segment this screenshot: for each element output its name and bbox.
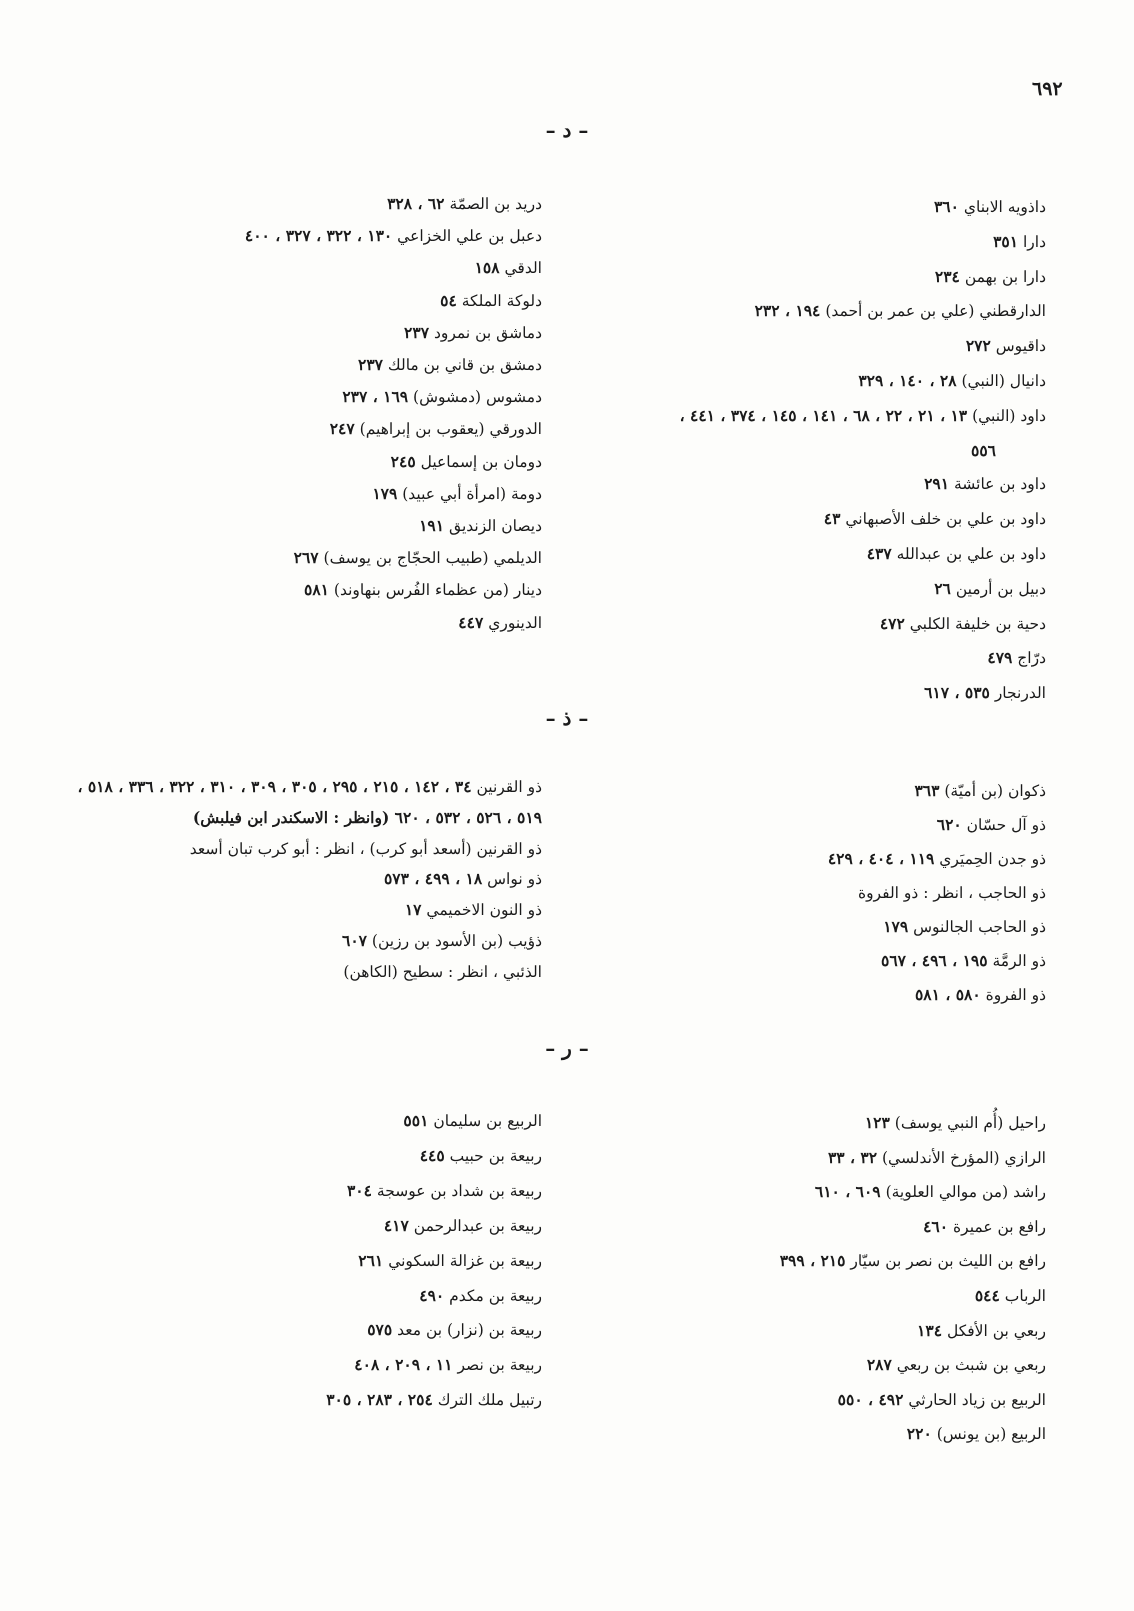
entry-name: درّاج — [1017, 649, 1046, 668]
entry-page-refs: ٢٣٤ — [934, 266, 960, 286]
entry-name: الدرنجار — [994, 684, 1046, 703]
entry-name: راحيل (أُم النبي يوسف) — [894, 1114, 1046, 1132]
entry-name: داود بن علي بن عبدالله — [896, 544, 1046, 563]
index-entry — [606, 1279, 1046, 1314]
entry-name: دعبل بن علي الخزاعي — [397, 227, 542, 246]
entry-page-refs: ٤٩٢ ، ٥٥٠ — [837, 1389, 904, 1409]
index-entry — [606, 1417, 1046, 1452]
entry-name: ذو الفروة — [985, 986, 1046, 1004]
entry-page-refs: ٤٩٠ — [419, 1285, 445, 1305]
entry-name: الرباب — [1004, 1286, 1046, 1305]
index-entry — [606, 329, 1046, 364]
index-column-right — [606, 190, 1046, 711]
entry-page-refs: ١٣٤ — [917, 1320, 943, 1340]
index-entry — [72, 864, 542, 895]
entry-name: الدينوري — [488, 613, 542, 632]
index-entry — [72, 772, 542, 834]
entry-page-refs: ١١ ، ٢٠٩ ، ٤٠٨ — [354, 1355, 453, 1375]
entry-name: ربيعة بن عبدالرحمن — [413, 1216, 542, 1235]
entry-name: ذو الحاجب ، انظر : ذو الفروة — [857, 884, 1046, 902]
entry-page-refs: ٢٦ — [934, 578, 951, 598]
entry-name: دارا بن بهمن — [964, 267, 1046, 286]
entry-name: ربعي بن الأفكل — [946, 1321, 1046, 1340]
entry-name: ذو القرنين (أسعد أبو كرب) ، انظر : أبو كرب تبان أسعد — [189, 839, 542, 858]
entry-page-refs: ٣٢ ، ٣٣ — [827, 1147, 878, 1167]
index-entry — [606, 978, 1046, 1012]
entry-page-refs: ٢٨ ، ١٤٠ ، ٣٢٩ — [858, 370, 957, 390]
index-entry — [72, 478, 542, 510]
entry-page-refs: ٣٠٤ — [346, 1180, 372, 1200]
entry-name: ذو جدن الحِميَري — [939, 850, 1046, 868]
index-entry — [72, 510, 542, 542]
index-entry — [72, 220, 542, 252]
index-entry — [606, 190, 1046, 225]
entry-name: ذو نواس — [487, 870, 542, 889]
entry-page-refs: ٤٦٠ — [923, 1216, 949, 1236]
entry-name: دماشق بن نمرود — [433, 323, 542, 342]
index-entry — [606, 537, 1046, 572]
entry-page-refs: ٢١٥ ، ٣٩٩ — [779, 1251, 846, 1271]
index-column-right — [606, 1106, 1046, 1452]
index-entry — [72, 1139, 542, 1174]
index-entry — [72, 895, 542, 926]
entry-name: ربيعة بن (نزار) بن معد — [397, 1321, 542, 1340]
index-column-right — [606, 774, 1046, 1012]
index-entry — [72, 1209, 542, 1244]
index-entry — [606, 260, 1046, 295]
entry-name: الديلمي (طبيب الحجّاج بن يوسف) — [323, 549, 542, 568]
entry-name: ربعي بن شبث بن ربعي — [896, 1356, 1046, 1375]
entry-page-refs: ١٥٨ — [474, 258, 500, 278]
entry-name: ديصان الزنديق — [449, 517, 542, 536]
entry-page-refs: ٤١٧ — [383, 1215, 409, 1235]
index-entry — [606, 910, 1046, 944]
entry-name: رافع بن الليث بن نصر بن سيّار — [850, 1252, 1046, 1271]
entry-page-refs: ٣٦٣ — [914, 781, 940, 800]
index-entry — [72, 574, 542, 606]
index-entry — [606, 1106, 1046, 1141]
entry-name: داود (النبي) — [972, 406, 1046, 425]
entry-page-refs: ٣٦٠ — [933, 197, 959, 216]
index-entry — [72, 1174, 542, 1209]
index-entry — [72, 188, 542, 220]
index-entry — [72, 381, 542, 413]
page-number: ٦٩٢ — [1032, 78, 1063, 100]
entry-name: دومة (امرأة أبي عبيد) — [402, 484, 542, 503]
entry-name: الذئبي ، انظر : سطيح (الكاهن) — [343, 962, 542, 981]
index-entry — [72, 285, 542, 317]
entry-page-refs: ٢٦٧ — [293, 548, 319, 568]
entry-page-refs: ٤٣ — [823, 509, 841, 529]
entry-page-refs: ٤٧٩ — [987, 648, 1013, 668]
entry-name: ذو الرمَّة — [992, 952, 1046, 970]
index-entry — [72, 834, 542, 865]
index-entry — [72, 542, 542, 574]
index-entry — [606, 1244, 1046, 1279]
entry-name: دومان بن إسماعيل — [420, 452, 542, 471]
index-entry — [606, 502, 1046, 537]
entry-name: الرازي (المؤرخ الأندلسي) — [881, 1148, 1046, 1167]
index-entry — [606, 225, 1046, 260]
index-entry — [606, 876, 1046, 910]
entry-page-refs: ٦٠٧ — [342, 930, 367, 950]
entry-page-refs: ١٢٣ — [864, 1113, 890, 1132]
entry-name: ذكوان (بن أميّة) — [944, 782, 1046, 800]
entry-page-refs: ٢٥٤ ، ٢٨٣ ، ٣٠٥ — [326, 1390, 433, 1410]
index-entry — [72, 1244, 542, 1279]
entry-page-refs: ١٣٠ ، ٣٢٢ ، ٣٢٧ ، ٤٠٠ — [244, 226, 393, 246]
index-entry — [606, 774, 1046, 808]
entry-page-refs: ١٧ — [404, 900, 422, 920]
entry-page-refs: ١٩٥ ، ٤٩٦ ، ٥٦٧ — [881, 951, 988, 970]
entry-page-refs: ٤٤٧ — [458, 612, 484, 632]
index-column-left — [72, 188, 542, 639]
entry-name: دمشق بن قاني بن مالك — [387, 356, 542, 375]
index-entry — [606, 1175, 1046, 1210]
entry-page-refs: ١٧٩ — [883, 917, 909, 936]
entry-page-refs: ٢٦١ — [358, 1250, 384, 1270]
index-entry — [606, 399, 1046, 434]
index-entry — [72, 413, 542, 445]
entry-name: ذو الحاجب الجالنوس — [913, 918, 1046, 936]
index-entry — [72, 1279, 542, 1314]
entry-name: ربيعة بن حبيب — [449, 1146, 542, 1165]
entry-page-refs: ١٣ ، ٢١ ، ٢٢ ، ٦٨ ، ١٤١ ، ١٤٥ ، ٣٧٤ ، ٤٤١ ، — [679, 405, 968, 425]
entry-name: داود بن عائشة — [954, 475, 1046, 494]
entry-name: الدورقي (يعقوب بن إبراهيم) — [359, 420, 542, 439]
entry-name: دمشوس (دمشوش) — [413, 388, 542, 407]
index-entry — [72, 1348, 542, 1383]
index-entry — [606, 364, 1046, 399]
index-column-left — [72, 772, 542, 988]
index-entry — [72, 926, 542, 957]
index-entry — [72, 1104, 542, 1139]
index-entry — [72, 607, 542, 639]
entry-name: ذؤيب (بن الأسود بن رزين) — [371, 931, 542, 950]
entry-page-refs: ٤٧٢ — [879, 613, 905, 633]
entry-name: الدارقطني (علي بن عمر بن أحمد) — [825, 302, 1046, 321]
index-entry — [606, 1210, 1046, 1245]
index-entry — [72, 349, 542, 381]
entry-name: ربيعة بن نصر — [457, 1356, 542, 1375]
entry-name: ربيعة بن مكدم — [449, 1286, 542, 1305]
entry-name: رافع بن عميرة — [953, 1217, 1046, 1236]
section-heading-dal: – د – — [545, 118, 589, 142]
index-entry — [606, 572, 1046, 607]
entry-page-refs: ٢٤٥ — [390, 451, 416, 471]
section-heading-ra: – ر – — [545, 1036, 589, 1060]
entry-name: دلوكة الملكة — [461, 291, 542, 310]
entry-page-refs: ٣٥١ — [993, 231, 1019, 251]
entry-name: الربيع (بن يونس) — [936, 1425, 1046, 1444]
index-entry — [606, 1383, 1046, 1418]
entry-page-refs: ١٩١ — [419, 516, 445, 536]
entry-page-refs: ٦٠٩ ، ٦١٠ — [814, 1182, 881, 1202]
entry-page-refs: ٦٢ ، ٣٢٨ — [387, 194, 445, 213]
entry-name: دينار (من عظماء الفُرس بنهاوند) — [333, 581, 542, 600]
index-column-left — [72, 1104, 542, 1418]
entry-page-refs: ٦٢٠ — [936, 815, 962, 834]
index-entry — [72, 957, 542, 988]
entry-page-refs: ٥٧٥ — [367, 1320, 393, 1340]
index-entry — [606, 944, 1046, 978]
entry-page-refs: ٥٨١ — [304, 580, 329, 600]
index-entry — [72, 446, 542, 478]
entry-name: ذو آل حسّان — [966, 816, 1046, 834]
entry-name: داذويه الابناي — [963, 198, 1046, 216]
index-entry — [72, 317, 542, 349]
index-entry — [72, 1313, 542, 1348]
entry-page-refs: ٣٤ ، ١٤٢ ، ٢١٥ ، ٢٩٥ ، ٣٠٥ ، ٣٠٩ ، ٣١٠ ، ٣٢٢ ، ٣٣٦ ، ٥١٨ ، ٥١٩ ، ٥٢٦ ، ٥٣٢ ، ٦٢٠ (وانظر : الاسكندر ابن فيلبش) — [77, 777, 542, 827]
entry-name: داقيوس — [995, 337, 1046, 356]
entry-name: الربيع بن زياد الحارثي — [908, 1390, 1046, 1409]
entry-name: دانيال (النبي) — [961, 371, 1046, 390]
entry-page-refs: ٥٣٥ ، ٦١٧ — [924, 683, 990, 703]
entry-name: رتبيل ملك الترك — [437, 1391, 542, 1410]
entry-name: ربيعة بن غزالة السكوني — [388, 1251, 542, 1270]
entry-page-refs: ٤٤٥ — [419, 1145, 445, 1165]
entry-name: دريد بن الصمّة — [449, 195, 542, 213]
entry-page-refs: ١٧٩ — [372, 483, 398, 503]
entry-page-refs: ٥٥١ — [403, 1111, 429, 1130]
entry-page-refs: ٢٤٧ — [329, 419, 355, 439]
entry-name: الربيع بن سليمان — [433, 1112, 542, 1130]
entry-page-refs: ٢٧٢ — [965, 336, 991, 356]
entry-page-refs: ٥٨٠ ، ٥٨١ — [914, 985, 981, 1004]
index-entry — [606, 1314, 1046, 1349]
index-entry — [606, 607, 1046, 642]
entry-name: دارا — [1022, 232, 1046, 251]
entry-page-refs: ١٩٤ ، ٢٣٢ — [754, 301, 821, 321]
entry-name: دحية بن خليفة الكلبي — [909, 614, 1046, 633]
index-entry — [72, 252, 542, 284]
entry-name: راشد (من موالي العلوية) — [885, 1183, 1046, 1202]
entry-page-refs: ٢٩١ — [924, 474, 950, 494]
entry-name: ذو النون الاخميمي — [426, 901, 542, 920]
section-heading-dhal: – ذ – — [545, 706, 589, 730]
entry-page-refs: ٥٤ — [440, 290, 457, 310]
entry-page-refs: ٤٣٧ — [866, 543, 892, 563]
index-entry — [606, 641, 1046, 676]
index-entry — [606, 294, 1046, 329]
index-entry — [606, 808, 1046, 842]
entry-page-refs: ٢٣٧ — [404, 322, 430, 342]
entry-name: داود بن علي بن خلف الأصبهاني — [845, 510, 1046, 529]
entry-page-refs: ١١٩ ، ٤٠٤ ، ٤٢٩ — [827, 849, 935, 868]
entry-page-refs: ٢٢٠ — [906, 1424, 932, 1444]
index-entry — [606, 842, 1046, 876]
entry-name: الدقي — [504, 259, 542, 278]
index-entry — [606, 1348, 1046, 1383]
entry-page-refs: ٢٨٧ — [866, 1355, 892, 1375]
entry-continuation: ٥٥٦ — [971, 440, 996, 460]
entry-page-refs: ١٦٩ ، ٢٣٧ — [342, 387, 409, 407]
entry-page-refs: ٥٤٤ — [974, 1285, 1000, 1305]
index-entry — [72, 1383, 542, 1418]
entry-page-refs: ٢٣٧ — [358, 355, 383, 375]
index-entry — [606, 1141, 1046, 1176]
entry-name: ربيعة بن شداد بن عوسجة — [376, 1181, 542, 1200]
entry-name: دبيل بن أرمين — [955, 579, 1046, 598]
entry-page-refs: ١٨ ، ٤٩٩ ، ٥٧٣ — [383, 869, 483, 889]
entry-name: ذو القرنين — [476, 778, 542, 796]
index-entry — [606, 467, 1046, 502]
